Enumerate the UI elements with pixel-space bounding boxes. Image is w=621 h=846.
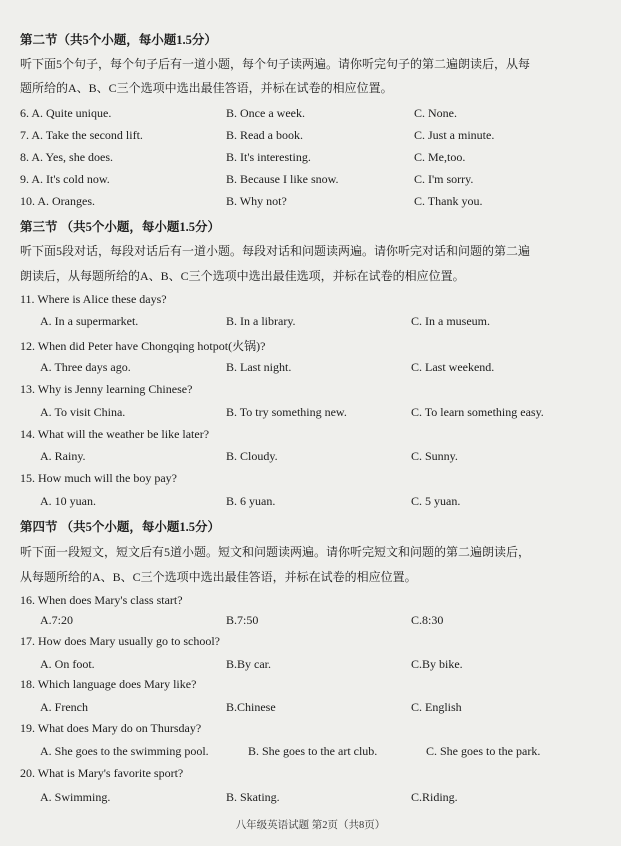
question-16-text: 16. When does Mary's class start?	[20, 593, 183, 607]
question-17-option-c: C.By bike.	[411, 657, 463, 671]
section-3-heading: 第三节 （共5个小题，每小题1.5分）	[20, 220, 221, 234]
question-15-option-a: A. 10 yuan.	[40, 494, 96, 508]
question-13-option-c: C. To learn something easy.	[411, 405, 544, 419]
question-7-option-b: B. Read a book.	[226, 128, 303, 142]
question-20-option-b: B. Skating.	[226, 790, 280, 804]
question-13-option-b: B. To try something new.	[226, 405, 347, 419]
section-2-instruction-line-1: 听下面5个句子，每个句子后有一道小题，每个句子读两遍。请你听完句子的第二遍朗读后，从每	[20, 57, 531, 71]
question-19-option-a: A. She goes to the swimming pool.	[40, 744, 209, 758]
question-13-option-a: A. To visit China.	[40, 405, 126, 419]
question-20-text: 20. What is Mary's favorite sport?	[20, 766, 184, 780]
page-footer: 八年级英语试题 第2页（共8页）	[235, 820, 386, 831]
section-3-instruction-line-1: 听下面5段对话，每段对话后有一道小题。每段对话和问题读两遍。请你听完对话和问题的第二遍	[20, 244, 531, 258]
question-17-text: 17. How does Mary usually go to school?	[20, 634, 220, 648]
question-15-option-b: B. 6 yuan.	[226, 494, 276, 508]
question-8-option-b: B. It's interesting.	[226, 150, 311, 164]
question-14-text: 14. What will the weather be like later?	[20, 427, 210, 441]
question-9-option-a: 9. A. It's cold now.	[20, 172, 110, 186]
question-6-option-a: 6. A. Quite unique.	[20, 106, 112, 120]
question-16-option-b: B.7:50	[226, 613, 259, 627]
question-19-option-b: B. She goes to the art club.	[248, 744, 378, 758]
question-6-option-b: B. Once a week.	[226, 106, 305, 120]
section-2-heading: 第二节（共5个小题，每小题1.5分）	[20, 33, 217, 47]
question-12-option-c: C. Last weekend.	[411, 360, 495, 374]
question-15-option-c: C. 5 yuan.	[411, 494, 461, 508]
question-18-text: 18. Which language does Mary like?	[20, 677, 197, 691]
question-8-option-c: C. Me,too.	[414, 150, 466, 164]
section-2-instruction-line-2: 题所给的A、B、C三个选项中选出最佳答语，并标在试卷的相应位置。	[20, 81, 393, 95]
question-14-option-c: C. Sunny.	[411, 449, 458, 463]
question-11-text: 11. Where is Alice these days?	[20, 292, 167, 306]
question-18-option-a: A. French	[40, 700, 88, 714]
question-7-option-c: C. Just a minute.	[414, 128, 495, 142]
question-7-option-a: 7. A. Take the second lift.	[20, 128, 143, 142]
question-11-option-a: A. In a supermarket.	[40, 314, 139, 328]
question-20-option-c: C.Riding.	[411, 790, 458, 804]
question-12-option-b: B. Last night.	[226, 360, 292, 374]
question-6-option-c: C. None.	[414, 106, 457, 120]
question-18-option-c: C. English	[411, 700, 462, 714]
question-13-text: 13. Why is Jenny learning Chinese?	[20, 382, 193, 396]
question-19-option-c: C. She goes to the park.	[426, 744, 541, 758]
question-17-option-b: B.By car.	[226, 657, 271, 671]
question-15-text: 15. How much will the boy pay?	[20, 471, 177, 485]
question-11-option-b: B. In a library.	[226, 314, 296, 328]
question-9-option-b: B. Because I like snow.	[226, 172, 339, 186]
section-3-instruction-line-2: 朗读后，从每题所给的A、B、C三个选项中选出最佳选项，并标在试卷的相应位置。	[20, 269, 465, 283]
question-17-option-a: A. On foot.	[40, 657, 95, 671]
section-4-heading: 第四节 （共5个小题，每小题1.5分）	[20, 520, 221, 534]
question-12-text: 12. When did Peter have Chongqing hotpot(火锅)?	[20, 339, 266, 353]
section-4-instruction-line-1: 听下面一段短文，短文后有5道小题。短文和问题读两遍。请你听完短文和问题的第二遍朗读后，	[20, 545, 531, 559]
question-16-option-c: C.8:30	[411, 613, 444, 627]
question-8-option-a: 8. A. Yes, she does.	[20, 150, 114, 164]
question-12-option-a: A. Three days ago.	[40, 360, 131, 374]
question-10-option-c: C. Thank you.	[414, 194, 483, 208]
question-18-option-b: B.Chinese	[226, 700, 276, 714]
question-20-option-a: A. Swimming.	[40, 790, 111, 804]
question-14-option-b: B. Cloudy.	[226, 449, 278, 463]
question-10-option-a: 10. A. Oranges.	[20, 194, 95, 208]
section-4-instruction-line-2: 从每题所给的A、B、C三个选项中选出最佳答语，并标在试卷的相应位置。	[20, 570, 417, 584]
question-11-option-c: C. In a museum.	[411, 314, 490, 328]
question-16-option-a: A.7:20	[40, 613, 73, 627]
question-19-text: 19. What does Mary do on Thursday?	[20, 721, 202, 735]
question-10-option-b: B. Why not?	[226, 194, 287, 208]
question-14-option-a: A. Rainy.	[40, 449, 86, 463]
question-9-option-c: C. I'm sorry.	[414, 172, 474, 186]
